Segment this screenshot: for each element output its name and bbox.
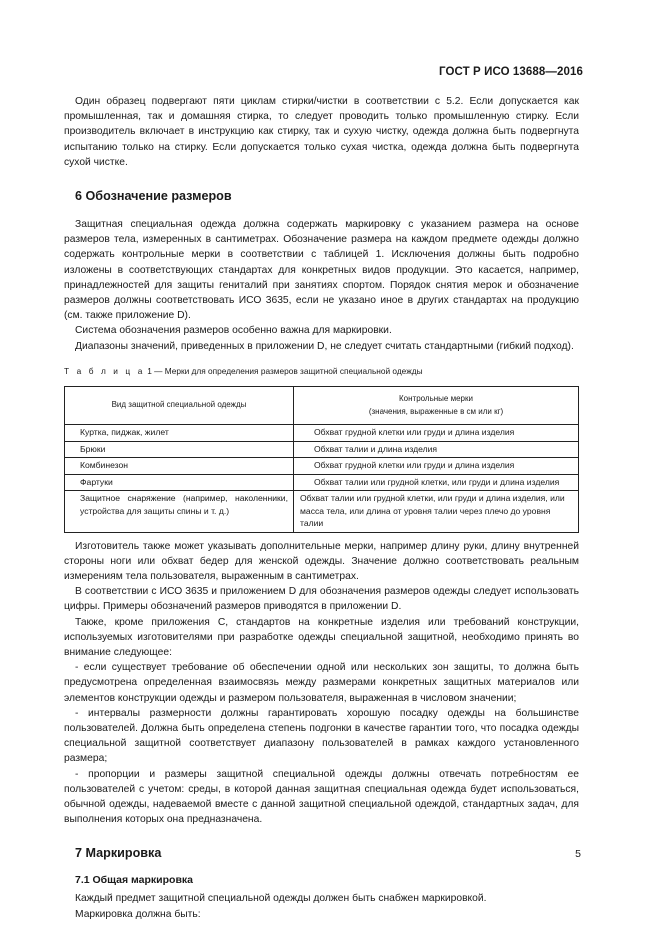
table-header-row: [65, 387, 579, 425]
garment-type-cell: Защитное снаряжение (например, наколенники, устройства для защиты спины и т. д.): [65, 491, 294, 533]
body-paragraph: Изготовитель также может указывать дополнительные мерки, например длину руки, длину внутренней стороны ноги или обхват бедер для женской одежды. Значение должно соответствовать реальным измерениям тела пользователя, выраженным в сантиметрах.: [64, 540, 579, 582]
garment-type-cell: Комбинезон: [65, 458, 294, 475]
table-row: [65, 491, 579, 533]
measures-cell: Обхват грудной клетки или груди и длина изделия: [294, 425, 579, 442]
section-7-paragraph: Каждый предмет защитной специальной одежды должен быть снабжен маркировкой.: [75, 893, 487, 905]
body-paragraph: В соответствии с ИСО 3635 и приложением D для обозначения размеров одежды следует использовать цифры. Примеры обозначений размеров приводятся в приложении D.: [64, 586, 579, 613]
document-code-header: ГОСТ Р ИСО 13688—2016: [438, 66, 583, 78]
list-item: - интервалы размерности должны гарантировать хорошую посадку одежды на большинстве пользователей. Должна быть определена степень подгонки в качестве гарантии того, что посадка одежды специальной защитной соответствует диапазону пользователей в рамках каждого установленного размера;: [64, 707, 579, 765]
list-item: - если существует требование об обеспечении одной или нескольких зон защиты, то должна быть предусмотрена определенная взаимосвязь между размерами конкретных защитных материалов или элементов конструкции одежды и размером пользователя, выраженная в числовом значении;: [64, 662, 579, 704]
document-body: [64, 94, 579, 922]
garment-type-cell: Куртка, пиджак, жилет: [65, 425, 294, 442]
header-line: Контрольные мерки: [399, 394, 473, 404]
section-6-paragraph: Система обозначения размеров особенно важна для маркировки.: [75, 325, 392, 337]
measures-cell: Обхват талии или грудной клетки, или груди и длина изделия: [294, 474, 579, 491]
table-caption-label: Т а б л и ц а: [64, 365, 145, 376]
garment-type-cell: Фартуки: [65, 474, 294, 491]
table-1-caption: [64, 364, 579, 379]
section-6-paragraph: Диапазоны значений, приведенных в приложении D, не следует считать стандартными (гибкий подход).: [75, 340, 574, 352]
subsection-7-1-heading: 7.1 Общая маркировка: [75, 874, 194, 887]
table-header-garment-type: Вид защитной специальной одежды: [65, 387, 294, 425]
page-number: 5: [575, 848, 581, 860]
header-line: (значения, выраженные в см или кг): [368, 406, 504, 416]
table-row: [65, 474, 579, 491]
list-item: - пропорции и размеры защитной специальной одежды должны отвечать потребностям ее пользователей с учетом: среды, в которой данная защитная специальная одежда будет использоваться, обычной одежды, надеваемой вместе с данной защитной специальной одеждой, стандартных задач, для выполнения которых она предназначена.: [64, 768, 579, 826]
table-header-control-measures: [294, 387, 579, 425]
section-6-paragraph: Защитная специальная одежда должна содержать маркировку с указанием размера на основе размеров тела, измеренных в сантиметрах. Обозначение размера на каждом предмете одежды должно содержать контрольные мерки в соответствии с таблицей 1. Исключения должны быть подробно изложены в соответствующих стандартах для конкретных видов продукции. Это касается, например, принадлежностей для защиты гениталий при занятиях спортом. Порядок снятия мерок и обозначение размеров должны соответствовать ИСО 3635, если не указано иное в других стандартах на продукцию (см. также приложение D).: [64, 219, 579, 322]
measures-cell: Обхват талии и длина изделия: [294, 441, 579, 458]
section-7-paragraph: Маркировка должна быть:: [75, 908, 201, 920]
section-7-heading: 7 Маркировка: [75, 846, 162, 861]
section-6-heading: 6 Обозначение размеров: [75, 189, 232, 204]
measures-cell: Обхват талии или грудной клетки, или груди и длина изделия, или масса тела, или длина от уровня талии через плечо до уровня талии: [294, 491, 579, 533]
body-paragraph: Также, кроме приложения С, стандартов на конкретные изделия или требований конструкции, используемых изготовителями при разработке одежды специальной защитной, необходимо принять во внимание следующее:: [64, 616, 579, 658]
intro-paragraph: Один образец подвергают пяти циклам стирки/чистки в соответствии с 5.2. Если допускается как промышленная, так и домашняя стирка, то следует проводить только промышленную стирку. Если производитель включает в инструкцию как стирку, так и сухую чистку, одежда должна быть подвергнута испытанию только на стирку. Если допускается только сухая чистка, одежда должна быть подвергнута сухой чистке.: [64, 96, 579, 168]
measures-cell: Обхват грудной клетки или груди и длина изделия: [294, 458, 579, 475]
table-row: [65, 458, 579, 475]
table-caption-text: 1 — Мерки для определения размеров защитной специальной одежды: [147, 365, 423, 376]
sizing-measures-table: [64, 386, 579, 533]
table-row: [65, 441, 579, 458]
garment-type-cell: Брюки: [65, 441, 294, 458]
table-row: [65, 425, 579, 442]
